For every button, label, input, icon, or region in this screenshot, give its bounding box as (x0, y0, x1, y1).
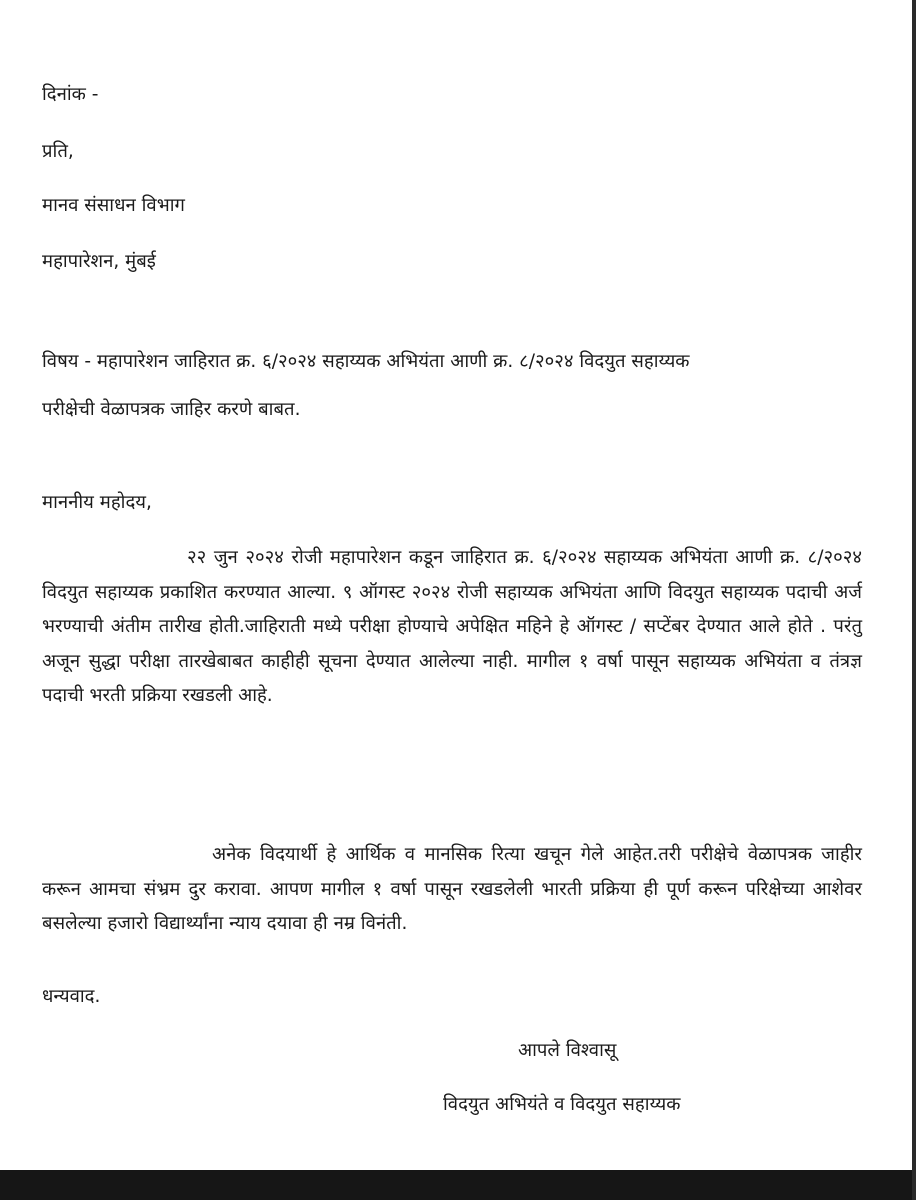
closing-line: आपले विश्वासू (518, 1040, 617, 1061)
body-paragraph-2: अनेक विदयार्थी हे आर्थिक व मानसिक रित्या खचून गेले आहेत.तरी परीक्षेचे वेळापत्रक जाहीर करून आमचा संभ्रम दुर करावा. आपण मागील १ वर्षा पासून रखडलेली भारती प्रक्रिया ही पूर्ण करून परिक्षेच्या आशेवर बसलेल्या हजारो विद्यार्थ्यांना न्याय दयावा ही नम्र विनंती. (42, 844, 862, 934)
recipient-organization: महापारेशन, मुंबई (42, 251, 156, 272)
recipient-department: मानव संसाधन विभाग (42, 195, 185, 216)
subject-line-1: विषय - महापारेशन जाहिरात क्र. ६/२०२४ सहाय्यक अभियंता आणी क्र. ८/२०२४ विदयुत सहाय्यक (42, 351, 690, 372)
subject-line-2: परीक्षेची वेळापत्रक जाहिर करणे बाबत. (42, 399, 301, 420)
body-paragraph-1: २२ जुन २०२४ रोजी महापारेशन कडून जाहिरात क्र. ६/२०२४ सहाय्यक अभियंता आणी क्र. ८/२०२४ विदयुत सहाय्यक प्रकाशित करण्यात आल्या. ९ ऑगस्ट २०२४ रोजी सहाय्यक अभियंता आणि विदयुत सहाय्यक पदाची अर्ज भरण्याची अंतीम तारीख होती.जाहिराती मध्ये परीक्षा होण्याचे अपेक्षित महिने हे ऑगस्ट / सप्टेंबर देण्यात आले होते . परंतु अजून सुद्धा परीक्षा तारखेबाबत काहीही सूचना देण्यात आलेल्या नाही. मागील १ वर्षा पासून सहाय्यक अभियंता व तंत्रज्ञ पदाची भरती प्रक्रिया रखडली आहे. (42, 547, 862, 706)
thanks-line: धन्यवाद. (42, 986, 101, 1007)
salutation: माननीय महोदय, (42, 492, 152, 513)
signatory-line: विदयुत अभियंते व विदयुत सहाय्यक (443, 1094, 681, 1115)
to-line: प्रति, (42, 141, 74, 162)
bottom-dark-band (0, 1170, 916, 1200)
right-dark-edge (912, 0, 916, 1200)
date-line: दिनांक - (42, 84, 99, 105)
